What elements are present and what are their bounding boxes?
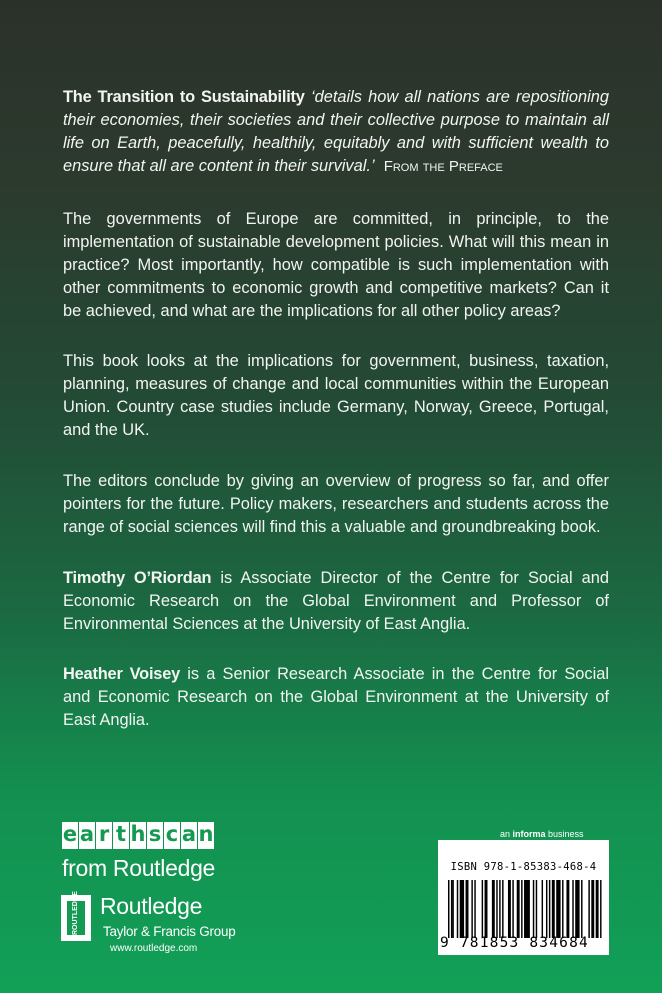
barcode-bar xyxy=(542,880,543,938)
barcode-bar xyxy=(562,880,563,938)
author-name: Timothy O’Riordan xyxy=(63,569,212,587)
barcode-bar xyxy=(502,880,503,938)
blurb-paragraph-implications: This book looks at the implications for government, business, taxation, planning, measures of change and local communities within the European Union. Country case studies include Germany, Norway, Greece, Portugal, and the UK. xyxy=(63,352,609,439)
earthscan-letter: n xyxy=(198,822,214,849)
author-bio-oriordan xyxy=(63,567,609,636)
quote-source: From the Preface xyxy=(383,158,503,175)
earthscan-letter: r xyxy=(96,822,112,849)
barcode-bar xyxy=(546,880,547,938)
earthscan-letter: a xyxy=(181,822,197,849)
barcode-bar xyxy=(536,880,537,938)
barcode-panel xyxy=(438,840,609,955)
blurb-paragraph-governments: The governments of Europe are committed, in principle, to the implementation of sustainable development policies. What will this mean in practice? Most importantly, how compatible is such implementation with other commitments to economic growth and competitive markets? Can it be achieved, and what are the implications for all other policy areas? xyxy=(63,210,609,320)
barcode-bar xyxy=(451,880,452,938)
preface-quote: ‘details how all nations are repositioning their economies, their societies and their collective purpose to maintain all life on Earth, peacefully, healthily, equitably and with sufficient wealth to ensure that all are content in their survival.’ xyxy=(63,88,609,175)
barcode-bar xyxy=(496,880,497,938)
barcode-bar xyxy=(533,880,534,938)
barcode-bar xyxy=(457,880,458,938)
earthscan-logo xyxy=(62,822,214,849)
book-title: The Transition to Sustainability xyxy=(63,88,305,106)
barcode-digits: 9 781853 834684 xyxy=(440,935,589,951)
taylor-francis-group: Taylor & Francis Group xyxy=(103,924,236,939)
blurb-quote-paragraph xyxy=(63,86,609,178)
barcode-bar xyxy=(566,880,569,938)
barcode-bar xyxy=(448,880,449,938)
from-routledge-text: from Routledge xyxy=(62,855,216,881)
earthscan-letter: e xyxy=(62,822,78,849)
barcode-bar xyxy=(508,880,511,938)
earthscan-letter: t xyxy=(113,822,129,849)
barcode-bar xyxy=(485,880,488,938)
informa-business-label xyxy=(500,829,584,839)
barcode-bar xyxy=(575,880,579,938)
barcode-bar xyxy=(556,880,560,938)
earthscan-letter: c xyxy=(164,822,180,849)
earthscan-letter: h xyxy=(130,822,146,849)
informa-name: informa xyxy=(512,829,546,839)
barcode-bar xyxy=(466,880,469,938)
blurb-paragraph-conclusion: The editors conclude by giving an overview of progress so far, and offer pointers for the future. Policy makers, researchers and students across the range of social sciences will find this a valuable and groundbreaking book. xyxy=(63,472,609,536)
barcode-bar xyxy=(600,880,601,938)
barcode-icon xyxy=(448,880,603,938)
barcode-bar xyxy=(549,880,550,938)
barcode-bar xyxy=(499,880,500,938)
barcode-bar xyxy=(581,880,582,938)
routledge-logo-text: ROUTLEDGE xyxy=(72,891,79,935)
barcode-bar xyxy=(524,880,530,938)
barcode-bar xyxy=(474,880,475,938)
barcode-bar xyxy=(588,880,589,938)
earthscan-letter: a xyxy=(79,822,95,849)
barcode-bar xyxy=(552,880,555,938)
barcode-bar xyxy=(460,880,464,938)
author-bio-text: is Associate Director of the Centre for Social and Economic Research on the Global Environment and Professor of Environmental Sciences at the University of East Anglia. xyxy=(63,569,609,633)
barcode-bar xyxy=(521,880,522,938)
routledge-name: Routledge xyxy=(100,893,203,919)
barcode-bar xyxy=(471,880,472,938)
informa-prefix: an xyxy=(500,829,513,839)
earthscan-letter: s xyxy=(147,822,163,849)
barcode-bar xyxy=(482,880,483,938)
barcode-bar xyxy=(596,880,599,938)
barcode-bar xyxy=(452,880,453,938)
publisher-website: www.routledge.com xyxy=(110,943,198,954)
author-bio-voisey xyxy=(63,663,609,732)
barcode-bar xyxy=(492,880,495,938)
barcode-bar xyxy=(512,880,513,938)
isbn-number: ISBN 978-1-85383-468-4 xyxy=(450,861,597,873)
author-name: Heather Voisey xyxy=(63,665,181,683)
routledge-logo-icon xyxy=(61,891,91,941)
barcode-bar xyxy=(517,880,520,938)
barcode-bar xyxy=(572,880,573,938)
informa-suffix: business xyxy=(545,829,584,839)
author-bio-text: is a Senior Research Associate in the Centre for Social and Economic Research on the Global Environment at the University of East Anglia. xyxy=(63,665,609,729)
barcode-bar xyxy=(591,880,594,938)
